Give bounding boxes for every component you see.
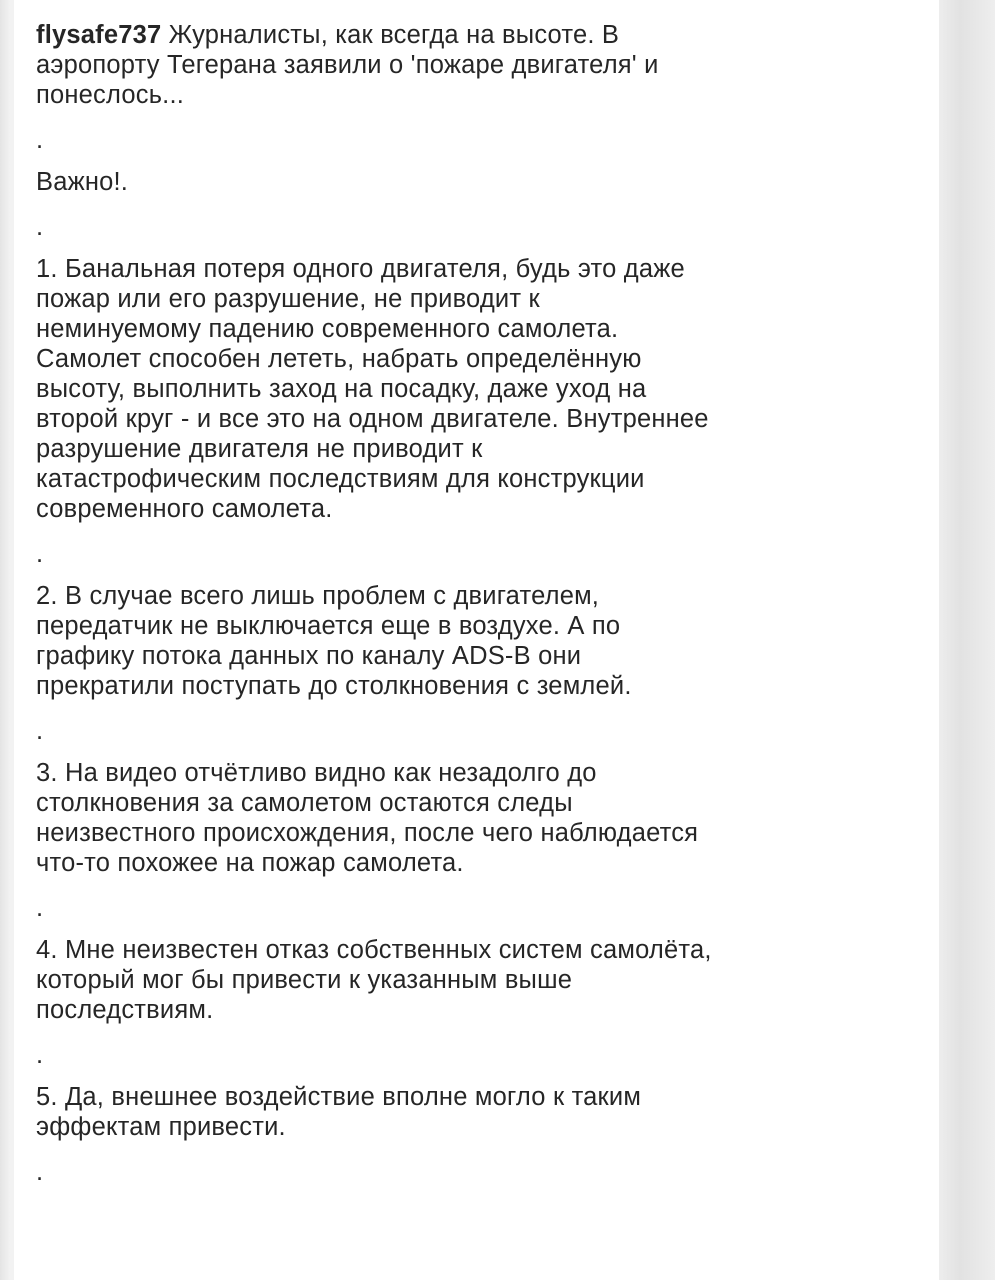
separator-dot: .: [36, 717, 44, 745]
comment-username[interactable]: flysafe737: [36, 21, 162, 49]
separator-dot: .: [36, 540, 44, 568]
point-4: 4. Мне неизвестен отказ собственных систем самолёта, который мог бы привести к указанным выше последствиям.: [36, 936, 712, 1024]
comment-intro-text: Журналисты, как всегда на высоте. В аэропорту Тегерана заявили о 'пожаре двигателя' и понеслось...: [36, 21, 659, 109]
separator-dot: .: [36, 213, 44, 241]
separator-dot: .: [36, 894, 44, 922]
important-heading: Важно!.: [36, 168, 129, 196]
point-3: 3. На видео отчётливо видно как незадолго до столкновения за самолетом остаются следы неизвестного происхождения, после чего наблюдается что-то похожее на пожар самолета.: [36, 759, 699, 877]
point-1: 1. Банальная потеря одного двигателя, будь это даже пожар или его разрушение, не приводит к неминуемому падению современного самолета. Самолет способен лететь, набрать определённую высоту, выполнить заход на посадку, даже уход на второй круг - и все это на одном двигателе. Внутреннее разрушение двигателя не приводит к катастрофическим последствиям для конструкции современного самолета.: [36, 255, 709, 523]
comment-body: [36, 20, 916, 1187]
comment-intro: [36, 20, 916, 110]
separator-dot: .: [36, 1158, 44, 1186]
point-2: 2. В случае всего лишь проблем с двигателем, передатчик не выключается еще в воздухе. А по графику потока данных по каналу ADS-B они прекратили поступать до столкновения с землей.: [36, 582, 632, 700]
separator-dot: .: [36, 126, 44, 154]
point-5: 5. Да, внешнее воздействие вполне могло к таким эффектам привести.: [36, 1083, 642, 1141]
separator-dot: .: [36, 1041, 44, 1069]
comment-card: [14, 0, 939, 1280]
